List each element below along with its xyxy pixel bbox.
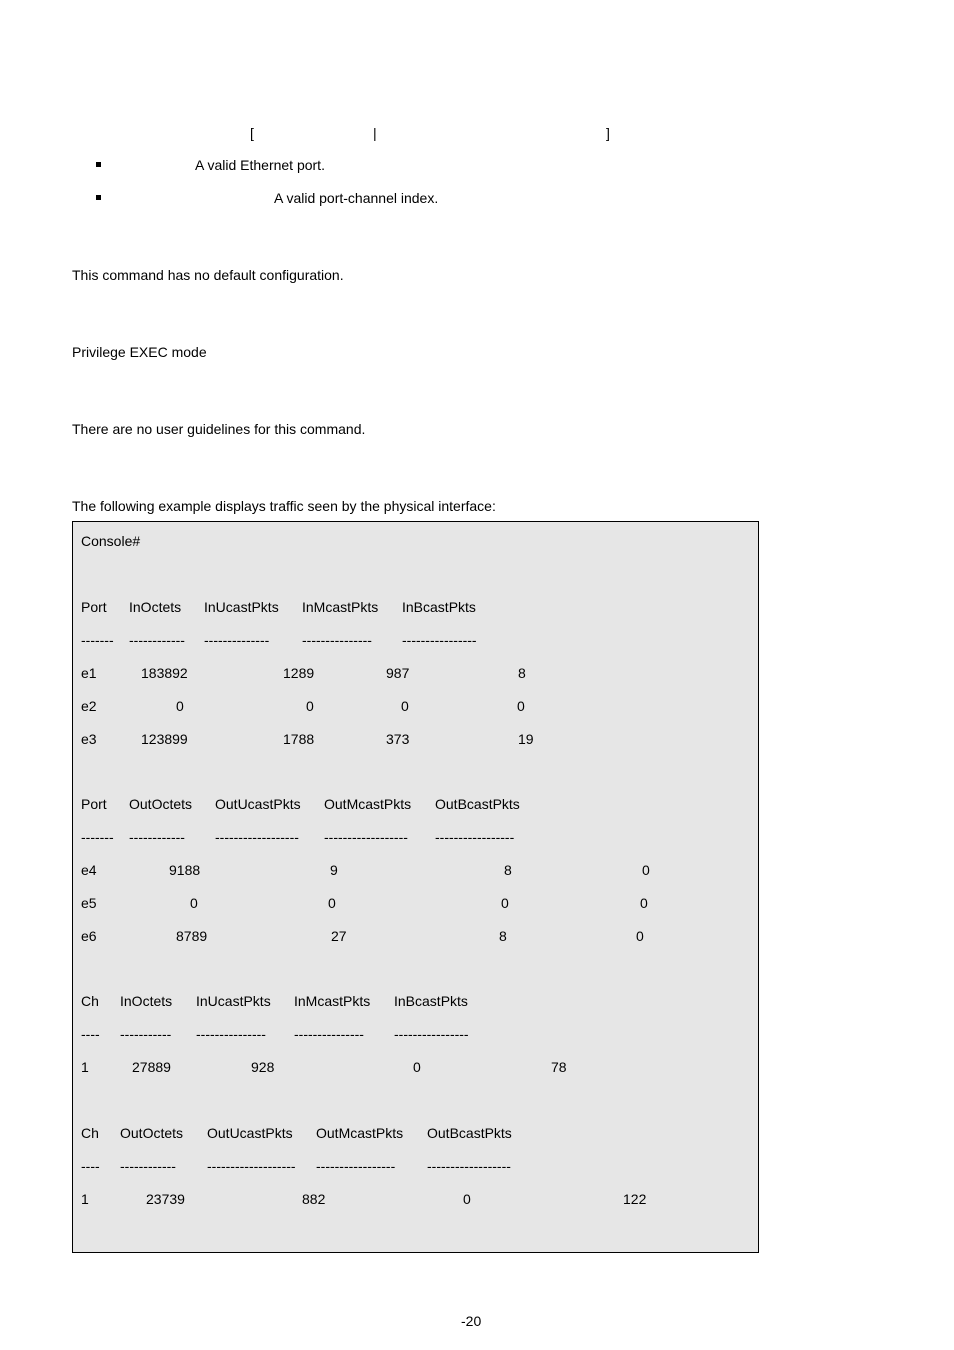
table4-row-0-cell-4: 122 [623, 1191, 647, 1207]
table4-separator-3: ----------------- [316, 1158, 396, 1174]
table4-separator-2: ------------------- [207, 1158, 296, 1174]
syntax-open-bracket: [ [250, 125, 254, 141]
table1-header-1: InOctets [129, 599, 182, 615]
table1-header-4: InBcastPkts [402, 599, 476, 615]
table2-header-4: OutBcastPkts [435, 796, 520, 812]
table1-separator-2: -------------- [204, 632, 270, 648]
table2-separator-2: ------------------ [215, 829, 299, 845]
console-example-box [72, 521, 759, 1253]
table1-row-1-cell-2: 0 [306, 698, 314, 714]
table2-header-2: OutUcastPkts [215, 796, 301, 812]
table3-header-0: Ch [81, 993, 99, 1009]
table2-row-0-cell-2: 9 [330, 862, 338, 878]
table1-row-1-cell-0: e2 [81, 698, 97, 714]
table4-separator-0: ---- [81, 1158, 100, 1174]
table1-row-2-cell-3: 373 [386, 731, 410, 747]
table4-separator-4: ------------------ [427, 1158, 511, 1174]
table1-row-1-cell-1: 0 [176, 698, 184, 714]
table1-row-0-cell-4: 8 [518, 665, 526, 681]
table4-header-3: OutMcastPkts [316, 1125, 404, 1141]
table2-separator-1: ------------ [129, 829, 185, 845]
page-number: -20 [461, 1313, 482, 1329]
param-desc-ethernet: A valid Ethernet port. [195, 157, 325, 173]
table3-row-0-cell-1: 27889 [132, 1059, 171, 1075]
table3-row-0-cell-4: 78 [551, 1059, 567, 1075]
table2-row-1-cell-3: 0 [501, 895, 509, 911]
table1-row-2-cell-0: e3 [81, 731, 97, 747]
table1-row-0-cell-3: 987 [386, 665, 410, 681]
example-intro-text: The following example displays traffic seen by the physical interface: [72, 498, 496, 514]
table1-row-0-cell-1: 183892 [141, 665, 188, 681]
table1-header-3: InMcastPkts [302, 599, 379, 615]
table2-separator-3: ------------------ [324, 829, 408, 845]
table4-row-0-cell-2: 882 [302, 1191, 326, 1207]
table2-header-1: OutOctets [129, 796, 193, 812]
table3-header-3: InMcastPkts [294, 993, 371, 1009]
console-prompt: Console# [81, 533, 141, 549]
table1-row-1-cell-3: 0 [401, 698, 409, 714]
table2-row-0-cell-4: 0 [642, 862, 650, 878]
table2-separator-0: ------- [81, 829, 114, 845]
table2-header-3: OutMcastPkts [324, 796, 412, 812]
table2-header-0: Port [81, 796, 107, 812]
table1-separator-4: ---------------- [402, 632, 477, 648]
table4-header-2: OutUcastPkts [207, 1125, 293, 1141]
table2-row-1-cell-4: 0 [640, 895, 648, 911]
table2-separator-4: ----------------- [435, 829, 515, 845]
table2-row-2-cell-1: 8789 [176, 928, 208, 944]
table1-separator-3: --------------- [302, 632, 372, 648]
table1-row-0-cell-0: e1 [81, 665, 97, 681]
table4-header-4: OutBcastPkts [427, 1125, 512, 1141]
table3-separator-3: --------------- [294, 1026, 364, 1042]
table2-row-0-cell-1: 9188 [169, 862, 201, 878]
table4-header-0: Ch [81, 1125, 99, 1141]
table1-header-0: Port [81, 599, 107, 615]
table2-row-2-cell-0: e6 [81, 928, 97, 944]
table4-row-0-cell-1: 23739 [146, 1191, 185, 1207]
table3-header-4: InBcastPkts [394, 993, 468, 1009]
table4-row-0-cell-3: 0 [463, 1191, 471, 1207]
table3-separator-0: ---- [81, 1026, 100, 1042]
syntax-close-bracket: ] [606, 125, 610, 141]
table4-row-0-cell-0: 1 [81, 1191, 89, 1207]
syntax-separator: | [373, 125, 377, 141]
user-guidelines-text: There are no user guidelines for this command. [72, 421, 366, 437]
table1-row-0-cell-2: 1289 [283, 665, 315, 681]
table1-row-1-cell-4: 0 [517, 698, 525, 714]
table2-row-1-cell-1: 0 [190, 895, 198, 911]
table1-separator-0: ------- [81, 632, 114, 648]
table3-separator-1: ----------- [120, 1026, 172, 1042]
table3-separator-4: ---------------- [394, 1026, 469, 1042]
default-configuration-text: This command has no default configuration. [72, 267, 344, 283]
table1-row-2-cell-2: 1788 [283, 731, 315, 747]
table3-header-1: InOctets [120, 993, 173, 1009]
table3-header-2: InUcastPkts [196, 993, 271, 1009]
table1-separator-1: ------------ [129, 632, 185, 648]
table3-row-0-cell-2: 928 [251, 1059, 275, 1075]
table2-row-2-cell-4: 0 [636, 928, 644, 944]
table3-row-0-cell-3: 0 [413, 1059, 421, 1075]
table1-header-2: InUcastPkts [204, 599, 279, 615]
table3-row-0-cell-0: 1 [81, 1059, 89, 1075]
table2-row-1-cell-0: e5 [81, 895, 97, 911]
command-mode-text: Privilege EXEC mode [72, 344, 207, 360]
table2-row-2-cell-3: 8 [499, 928, 507, 944]
table2-row-0-cell-3: 8 [504, 862, 512, 878]
table4-header-1: OutOctets [120, 1125, 184, 1141]
table2-row-0-cell-0: e4 [81, 862, 97, 878]
table3-separator-2: --------------- [196, 1026, 266, 1042]
table1-row-2-cell-1: 123899 [141, 731, 188, 747]
bullet-icon [96, 195, 101, 200]
bullet-icon [96, 162, 101, 167]
table2-row-1-cell-2: 0 [328, 895, 336, 911]
table2-row-2-cell-2: 27 [331, 928, 347, 944]
table4-separator-1: ------------ [120, 1158, 176, 1174]
param-desc-port-channel: A valid port-channel index. [274, 190, 439, 206]
table1-row-2-cell-4: 19 [518, 731, 534, 747]
